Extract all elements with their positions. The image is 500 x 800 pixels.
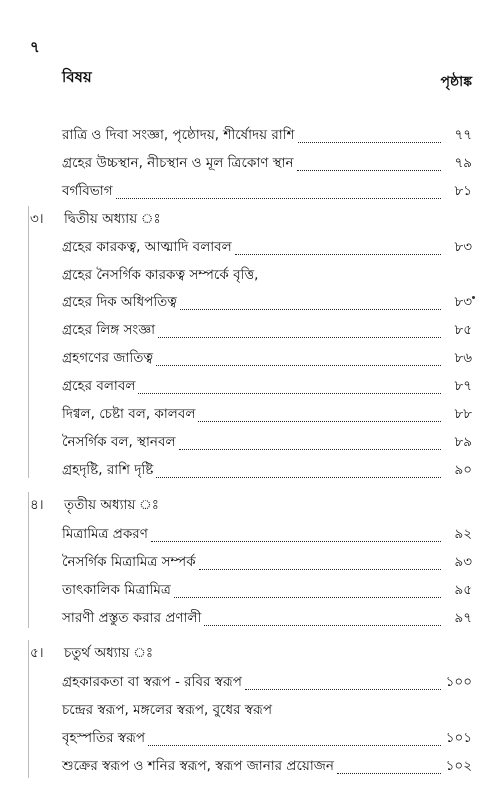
entry-page: ৮৬ xyxy=(454,350,472,366)
toc-entry[interactable] xyxy=(62,431,472,454)
entry-title: বর্গবিভাগ xyxy=(62,183,113,199)
toc-entry[interactable] xyxy=(62,459,472,482)
section-heading xyxy=(30,494,159,517)
toc-entry[interactable] xyxy=(62,551,472,574)
toc-entry[interactable] xyxy=(62,671,472,694)
entry-title: গ্রহের উচ্চস্থান, নীচস্থান ও মূল ত্রিকোণ স্থান xyxy=(62,155,294,171)
entry-page: ৮৭ xyxy=(454,378,472,394)
dot-leader xyxy=(297,170,441,171)
toc-entry[interactable] xyxy=(62,579,472,602)
dot-leader xyxy=(235,254,441,255)
entry-page: ৭৯ xyxy=(454,155,472,171)
dot-leader xyxy=(174,597,441,598)
entry-page: ৮১ xyxy=(454,183,472,199)
entry-page: ১০০ xyxy=(445,674,472,690)
toc-entry[interactable] xyxy=(62,699,472,722)
entry-title: চন্দ্রের স্বরূপ, মঙ্গলের স্বরূপ, বুধের স্বরূপ xyxy=(62,702,273,718)
dot-leader xyxy=(116,198,441,199)
entry-page: ৭৭ xyxy=(454,127,472,143)
entry-page: ১০২ xyxy=(445,758,472,774)
dot-leader xyxy=(245,689,441,690)
section-title: চতুর্থ অধ্যায় ঃ xyxy=(64,645,154,661)
dot-leader xyxy=(337,773,441,774)
entry-page: ৯৫ xyxy=(454,582,472,598)
entry-title: মিত্রামিত্র প্রকরণ xyxy=(62,526,148,542)
toc-entry[interactable] xyxy=(62,264,472,287)
section-heading xyxy=(30,208,161,231)
toc-entry[interactable] xyxy=(62,755,472,778)
entry-title: গ্রহদৃষ্টি, রাশি দৃষ্টি xyxy=(62,462,154,478)
dot-leader xyxy=(156,477,441,478)
entry-title: তাৎকালিক মিত্রামিত্র xyxy=(62,582,171,598)
entry-title: গ্রহকারকতা বা স্বরূপ - রবির স্বরূপ xyxy=(62,674,242,690)
entry-title: গ্রহগণের জাতিত্ব xyxy=(62,350,153,366)
entry-page: ৮৯ xyxy=(454,434,472,450)
dot-leader xyxy=(138,393,441,394)
toc-entry[interactable] xyxy=(62,727,472,750)
dot-leader xyxy=(156,365,441,366)
scan-speck xyxy=(472,296,475,299)
toc-entry[interactable] xyxy=(62,291,472,314)
section-heading xyxy=(30,642,153,665)
section-title: তৃতীয় অধ্যায় ঃ xyxy=(64,497,159,513)
entry-page: ১০১ xyxy=(445,730,472,746)
section-title: দ্বিতীয় অধ্যায় ঃ xyxy=(64,211,161,227)
toc-entry[interactable] xyxy=(62,180,472,203)
toc-entry[interactable] xyxy=(62,523,472,546)
dot-leader xyxy=(151,541,441,542)
dot-leader xyxy=(148,745,441,746)
toc-entry[interactable] xyxy=(62,403,472,426)
toc-entry[interactable] xyxy=(62,152,472,175)
dot-leader xyxy=(199,569,441,570)
entry-title: নৈসর্গিক মিত্রামিত্র সম্পর্ক xyxy=(62,554,196,570)
entry-title: গ্রহের লিঙ্গ সংজ্ঞা xyxy=(62,322,156,338)
toc-entry[interactable] xyxy=(62,124,472,147)
dot-leader xyxy=(180,309,441,310)
toc-entry[interactable] xyxy=(62,607,472,630)
entry-title: নৈসর্গিক বল, স্থানবল xyxy=(62,434,176,450)
section-bracket xyxy=(28,640,37,778)
entry-title: রাত্রি ও দিবা সংজ্ঞা, পৃষ্ঠোদয়, শীর্ষোদয় রাশি xyxy=(62,127,295,143)
section-number: ৫। xyxy=(30,645,44,661)
entry-title: দিগ্বল, চেষ্টা বল, কালবল xyxy=(62,406,196,422)
toc-entry[interactable] xyxy=(62,375,472,398)
header-page-col: পৃষ্ঠাঙ্ক xyxy=(440,74,472,90)
entry-page: ৯২ xyxy=(454,526,472,542)
entry-page: ৯৩ xyxy=(454,554,472,570)
section-number: ৩। xyxy=(30,211,44,227)
section-bracket xyxy=(28,492,37,628)
entry-title: গ্রহের দিক অধিপতিত্ব xyxy=(62,294,177,310)
toc-entry[interactable] xyxy=(62,236,472,259)
entry-title: সারণী প্রস্তুত করার প্রণালী xyxy=(62,610,202,626)
toc-entry[interactable] xyxy=(62,319,472,342)
section-number: ৪। xyxy=(30,497,44,513)
entry-page: ৮৩ xyxy=(454,239,472,255)
entry-title: গ্রহের কারকত্ব, আত্মাদি বলাবল xyxy=(62,239,232,255)
entry-page: ৮৮ xyxy=(454,406,472,422)
toc-entry[interactable] xyxy=(62,347,472,370)
entry-title: গ্রহের নৈসর্গিক কারকত্ব সম্পর্কে বৃত্তি, xyxy=(62,267,259,283)
entry-title: গ্রহের বলাবল xyxy=(62,378,136,394)
entry-page: ৯০ xyxy=(454,462,472,478)
dot-leader xyxy=(198,421,441,422)
page-number: ৭ xyxy=(30,38,40,56)
entry-title: শুক্রের স্বরূপ ও শনির স্বরূপ, স্বরূপ জানার প্রয়োজন xyxy=(62,758,334,774)
dot-leader xyxy=(298,142,441,143)
entry-page: ৯৭ xyxy=(454,610,472,626)
dot-leader xyxy=(179,449,441,450)
entry-page: ৮৩ xyxy=(454,294,472,310)
section-bracket xyxy=(28,206,37,478)
header-subject: বিষয় xyxy=(62,68,92,86)
dot-leader xyxy=(204,625,441,626)
dot-leader xyxy=(158,337,441,338)
entry-page: ৮৫ xyxy=(454,322,472,338)
entry-title: বৃহস্পতির স্বরূপ xyxy=(62,730,146,746)
